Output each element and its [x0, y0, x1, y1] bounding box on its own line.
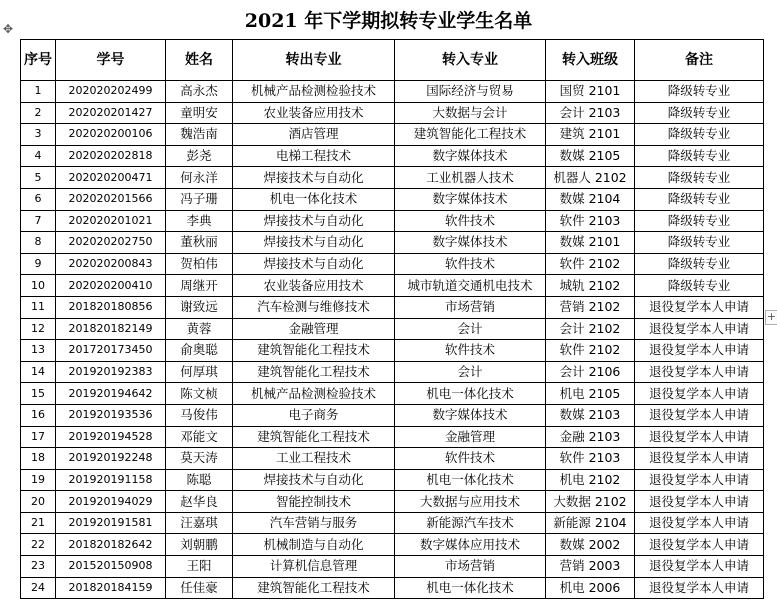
page-title: 2021 年下学期拟转专业学生名单 [244, 10, 533, 32]
remarks-cell: 降级转专业 [635, 188, 764, 210]
index-cell: 14 [21, 361, 56, 383]
table-header-row [21, 40, 764, 81]
from-major-cell: 建筑智能化工程技术 [233, 426, 395, 448]
to-major-cell: 机电一体化技术 [395, 577, 546, 599]
to-class-cell: 新能源 2104 [546, 512, 635, 534]
name-cell: 何厚琪 [166, 361, 233, 383]
name-cell: 贺柏伟 [166, 253, 233, 275]
index-cell: 2 [21, 102, 56, 124]
remarks-cell: 降级转专业 [635, 275, 764, 297]
remarks-cell: 退役复学本人申请 [635, 296, 764, 318]
column-header-to-class: 转入班级 [546, 40, 635, 81]
from-major-cell: 焊接技术与自动化 [233, 232, 395, 254]
index-cell: 6 [21, 188, 56, 210]
student-id-cell: 202020201566 [56, 188, 166, 210]
to-major-cell: 大数据与会计 [395, 102, 546, 124]
remarks-cell: 退役复学本人申请 [635, 534, 764, 556]
to-major-cell: 大数据与应用技术 [395, 491, 546, 513]
from-major-cell: 焊接技术与自动化 [233, 210, 395, 232]
table-move-handle-icon[interactable]: ✥ [2, 22, 14, 36]
table-row [21, 491, 764, 513]
to-class-cell: 会计 2106 [546, 361, 635, 383]
student-id-cell: 201920191581 [56, 512, 166, 534]
to-major-cell: 新能源汽车技术 [395, 512, 546, 534]
index-cell: 9 [21, 253, 56, 275]
to-class-cell: 软件 2102 [546, 253, 635, 275]
from-major-cell: 机械产品检测检验技术 [233, 383, 395, 405]
name-cell: 马俊伟 [166, 404, 233, 426]
to-class-cell: 数媒 2101 [546, 232, 635, 254]
to-class-cell: 数媒 2105 [546, 145, 635, 167]
name-cell: 何永洋 [166, 167, 233, 189]
remarks-cell: 退役复学本人申请 [635, 556, 764, 578]
from-major-cell: 汽车营销与服务 [233, 512, 395, 534]
student-id-cell: 201920192383 [56, 361, 166, 383]
table-row [21, 577, 764, 599]
from-major-cell: 焊接技术与自动化 [233, 167, 395, 189]
from-major-cell: 电梯工程技术 [233, 145, 395, 167]
to-class-cell: 数媒 2103 [546, 404, 635, 426]
student-id-cell: 201720173450 [56, 340, 166, 362]
from-major-cell: 智能控制技术 [233, 491, 395, 513]
to-class-cell: 软件 2103 [546, 448, 635, 470]
remarks-cell: 退役复学本人申请 [635, 404, 764, 426]
table-row [21, 426, 764, 448]
to-class-cell: 营销 2003 [546, 556, 635, 578]
to-class-cell: 软件 2102 [546, 340, 635, 362]
index-cell: 23 [21, 556, 56, 578]
name-cell: 汪嘉琪 [166, 512, 233, 534]
to-major-cell: 数字媒体技术 [395, 145, 546, 167]
table-row [21, 296, 764, 318]
from-major-cell: 汽车检测与维修技术 [233, 296, 395, 318]
index-cell: 1 [21, 81, 56, 103]
name-cell: 俞奥聪 [166, 340, 233, 362]
index-cell: 22 [21, 534, 56, 556]
from-major-cell: 农业装备应用技术 [233, 102, 395, 124]
to-major-cell: 市场营销 [395, 556, 546, 578]
remarks-cell: 降级转专业 [635, 232, 764, 254]
column-header-name: 姓名 [166, 40, 233, 81]
to-class-cell: 机电 2006 [546, 577, 635, 599]
student-id-cell: 201520150908 [56, 556, 166, 578]
from-major-cell: 工业工程技术 [233, 448, 395, 470]
to-major-cell: 城市轨道交通机电技术 [395, 275, 546, 297]
name-cell: 董秋丽 [166, 232, 233, 254]
table-row [21, 275, 764, 297]
from-major-cell: 机电一体化技术 [233, 188, 395, 210]
to-class-cell: 机器人 2102 [546, 167, 635, 189]
name-cell: 童明安 [166, 102, 233, 124]
to-class-cell: 城轨 2102 [546, 275, 635, 297]
remarks-cell: 退役复学本人申请 [635, 577, 764, 599]
to-class-cell: 建筑 2101 [546, 124, 635, 146]
to-major-cell: 会计 [395, 361, 546, 383]
student-id-cell: 202020200410 [56, 275, 166, 297]
to-class-cell: 机电 2105 [546, 383, 635, 405]
name-cell: 任佳豪 [166, 577, 233, 599]
to-class-cell: 大数据 2102 [546, 491, 635, 513]
table-row [21, 534, 764, 556]
student-id-cell: 202020202818 [56, 145, 166, 167]
student-id-cell: 201820180856 [56, 296, 166, 318]
name-cell: 彭尧 [166, 145, 233, 167]
index-cell: 8 [21, 232, 56, 254]
to-class-cell: 数媒 2002 [546, 534, 635, 556]
table-row [21, 253, 764, 275]
remarks-cell: 退役复学本人申请 [635, 340, 764, 362]
from-major-cell: 机械制造与自动化 [233, 534, 395, 556]
index-cell: 20 [21, 491, 56, 513]
to-major-cell: 软件技术 [395, 340, 546, 362]
table-row [21, 167, 764, 189]
student-id-cell: 201920191158 [56, 469, 166, 491]
table-row [21, 210, 764, 232]
name-cell: 陈文桢 [166, 383, 233, 405]
student-id-cell: 201920194528 [56, 426, 166, 448]
table-row [21, 124, 764, 146]
student-id-cell: 201920194029 [56, 491, 166, 513]
remarks-cell: 退役复学本人申请 [635, 469, 764, 491]
table-row [21, 188, 764, 210]
index-cell: 3 [21, 124, 56, 146]
from-major-cell: 金融管理 [233, 318, 395, 340]
to-major-cell: 建筑智能化工程技术 [395, 124, 546, 146]
to-major-cell: 会计 [395, 318, 546, 340]
from-major-cell: 建筑智能化工程技术 [233, 577, 395, 599]
from-major-cell: 电子商务 [233, 404, 395, 426]
from-major-cell: 焊接技术与自动化 [233, 253, 395, 275]
name-cell: 莫天涛 [166, 448, 233, 470]
index-cell: 17 [21, 426, 56, 448]
table-row [21, 361, 764, 383]
add-column-handle-icon[interactable]: + [766, 310, 777, 323]
index-cell: 11 [21, 296, 56, 318]
name-cell: 冯子珊 [166, 188, 233, 210]
table-row [21, 404, 764, 426]
student-id-cell: 201820182642 [56, 534, 166, 556]
student-id-cell: 201820184159 [56, 577, 166, 599]
to-major-cell: 金融管理 [395, 426, 546, 448]
to-class-cell: 国贸 2101 [546, 81, 635, 103]
column-header-student-id: 学号 [56, 40, 166, 81]
name-cell: 魏浩南 [166, 124, 233, 146]
student-transfer-table [20, 39, 764, 599]
table-row [21, 145, 764, 167]
remarks-cell: 降级转专业 [635, 145, 764, 167]
remarks-cell: 退役复学本人申请 [635, 426, 764, 448]
to-class-cell: 营销 2102 [546, 296, 635, 318]
to-major-cell: 工业机器人技术 [395, 167, 546, 189]
to-class-cell: 数媒 2104 [546, 188, 635, 210]
to-major-cell: 软件技术 [395, 448, 546, 470]
from-major-cell: 机械产品检测检验技术 [233, 81, 395, 103]
to-class-cell: 会计 2102 [546, 318, 635, 340]
remarks-cell: 退役复学本人申请 [635, 318, 764, 340]
table-row [21, 556, 764, 578]
table-row [21, 340, 764, 362]
column-header-to-major: 转入专业 [395, 40, 546, 81]
name-cell: 黄蓉 [166, 318, 233, 340]
column-header-remarks: 备注 [635, 40, 764, 81]
remarks-cell: 降级转专业 [635, 167, 764, 189]
student-id-cell: 201920193536 [56, 404, 166, 426]
index-cell: 18 [21, 448, 56, 470]
to-class-cell: 金融 2103 [546, 426, 635, 448]
to-major-cell: 数字媒体技术 [395, 404, 546, 426]
index-cell: 19 [21, 469, 56, 491]
remarks-cell: 退役复学本人申请 [635, 448, 764, 470]
to-major-cell: 国际经济与贸易 [395, 81, 546, 103]
remarks-cell: 降级转专业 [635, 124, 764, 146]
student-id-cell: 202020202499 [56, 81, 166, 103]
index-cell: 12 [21, 318, 56, 340]
from-major-cell: 建筑智能化工程技术 [233, 340, 395, 362]
table-row [21, 469, 764, 491]
name-cell: 李典 [166, 210, 233, 232]
remarks-cell: 降级转专业 [635, 102, 764, 124]
from-major-cell: 计算机信息管理 [233, 556, 395, 578]
name-cell: 陈聪 [166, 469, 233, 491]
index-cell: 10 [21, 275, 56, 297]
table-row [21, 318, 764, 340]
column-header-index: 序号 [21, 40, 56, 81]
to-class-cell: 会计 2103 [546, 102, 635, 124]
table-row [21, 81, 764, 103]
from-major-cell: 焊接技术与自动化 [233, 469, 395, 491]
to-major-cell: 数字媒体应用技术 [395, 534, 546, 556]
to-major-cell: 市场营销 [395, 296, 546, 318]
table-row [21, 102, 764, 124]
table-row [21, 232, 764, 254]
index-cell: 5 [21, 167, 56, 189]
name-cell: 邓能文 [166, 426, 233, 448]
name-cell: 赵华良 [166, 491, 233, 513]
student-id-cell: 202020201021 [56, 210, 166, 232]
remarks-cell: 降级转专业 [635, 81, 764, 103]
to-major-cell: 软件技术 [395, 210, 546, 232]
name-cell: 刘朝鹏 [166, 534, 233, 556]
remarks-cell: 退役复学本人申请 [635, 491, 764, 513]
from-major-cell: 农业装备应用技术 [233, 275, 395, 297]
name-cell: 高永杰 [166, 81, 233, 103]
table-row [21, 383, 764, 405]
to-major-cell: 机电一体化技术 [395, 469, 546, 491]
index-cell: 16 [21, 404, 56, 426]
index-cell: 24 [21, 577, 56, 599]
column-header-from-major: 转出专业 [233, 40, 395, 81]
index-cell: 15 [21, 383, 56, 405]
remarks-cell: 降级转专业 [635, 210, 764, 232]
student-id-cell: 202020201427 [56, 102, 166, 124]
remarks-cell: 退役复学本人申请 [635, 512, 764, 534]
student-id-cell: 201920192248 [56, 448, 166, 470]
to-major-cell: 数字媒体技术 [395, 232, 546, 254]
name-cell: 谢致远 [166, 296, 233, 318]
student-id-cell: 202020200106 [56, 124, 166, 146]
index-cell: 21 [21, 512, 56, 534]
table-row [21, 448, 764, 470]
student-id-cell: 201820182149 [56, 318, 166, 340]
to-class-cell: 机电 2102 [546, 469, 635, 491]
remarks-cell: 退役复学本人申请 [635, 361, 764, 383]
index-cell: 4 [21, 145, 56, 167]
remarks-cell: 退役复学本人申请 [635, 383, 764, 405]
remarks-cell: 降级转专业 [635, 253, 764, 275]
student-id-cell: 202020202750 [56, 232, 166, 254]
to-major-cell: 机电一体化技术 [395, 383, 546, 405]
name-cell: 周继开 [166, 275, 233, 297]
to-class-cell: 软件 2103 [546, 210, 635, 232]
student-id-cell: 202020200471 [56, 167, 166, 189]
to-major-cell: 软件技术 [395, 253, 546, 275]
table-row [21, 512, 764, 534]
student-id-cell: 202020200843 [56, 253, 166, 275]
student-id-cell: 201920194642 [56, 383, 166, 405]
from-major-cell: 建筑智能化工程技术 [233, 361, 395, 383]
index-cell: 7 [21, 210, 56, 232]
index-cell: 13 [21, 340, 56, 362]
to-major-cell: 数字媒体技术 [395, 188, 546, 210]
from-major-cell: 酒店管理 [233, 124, 395, 146]
name-cell: 王阳 [166, 556, 233, 578]
